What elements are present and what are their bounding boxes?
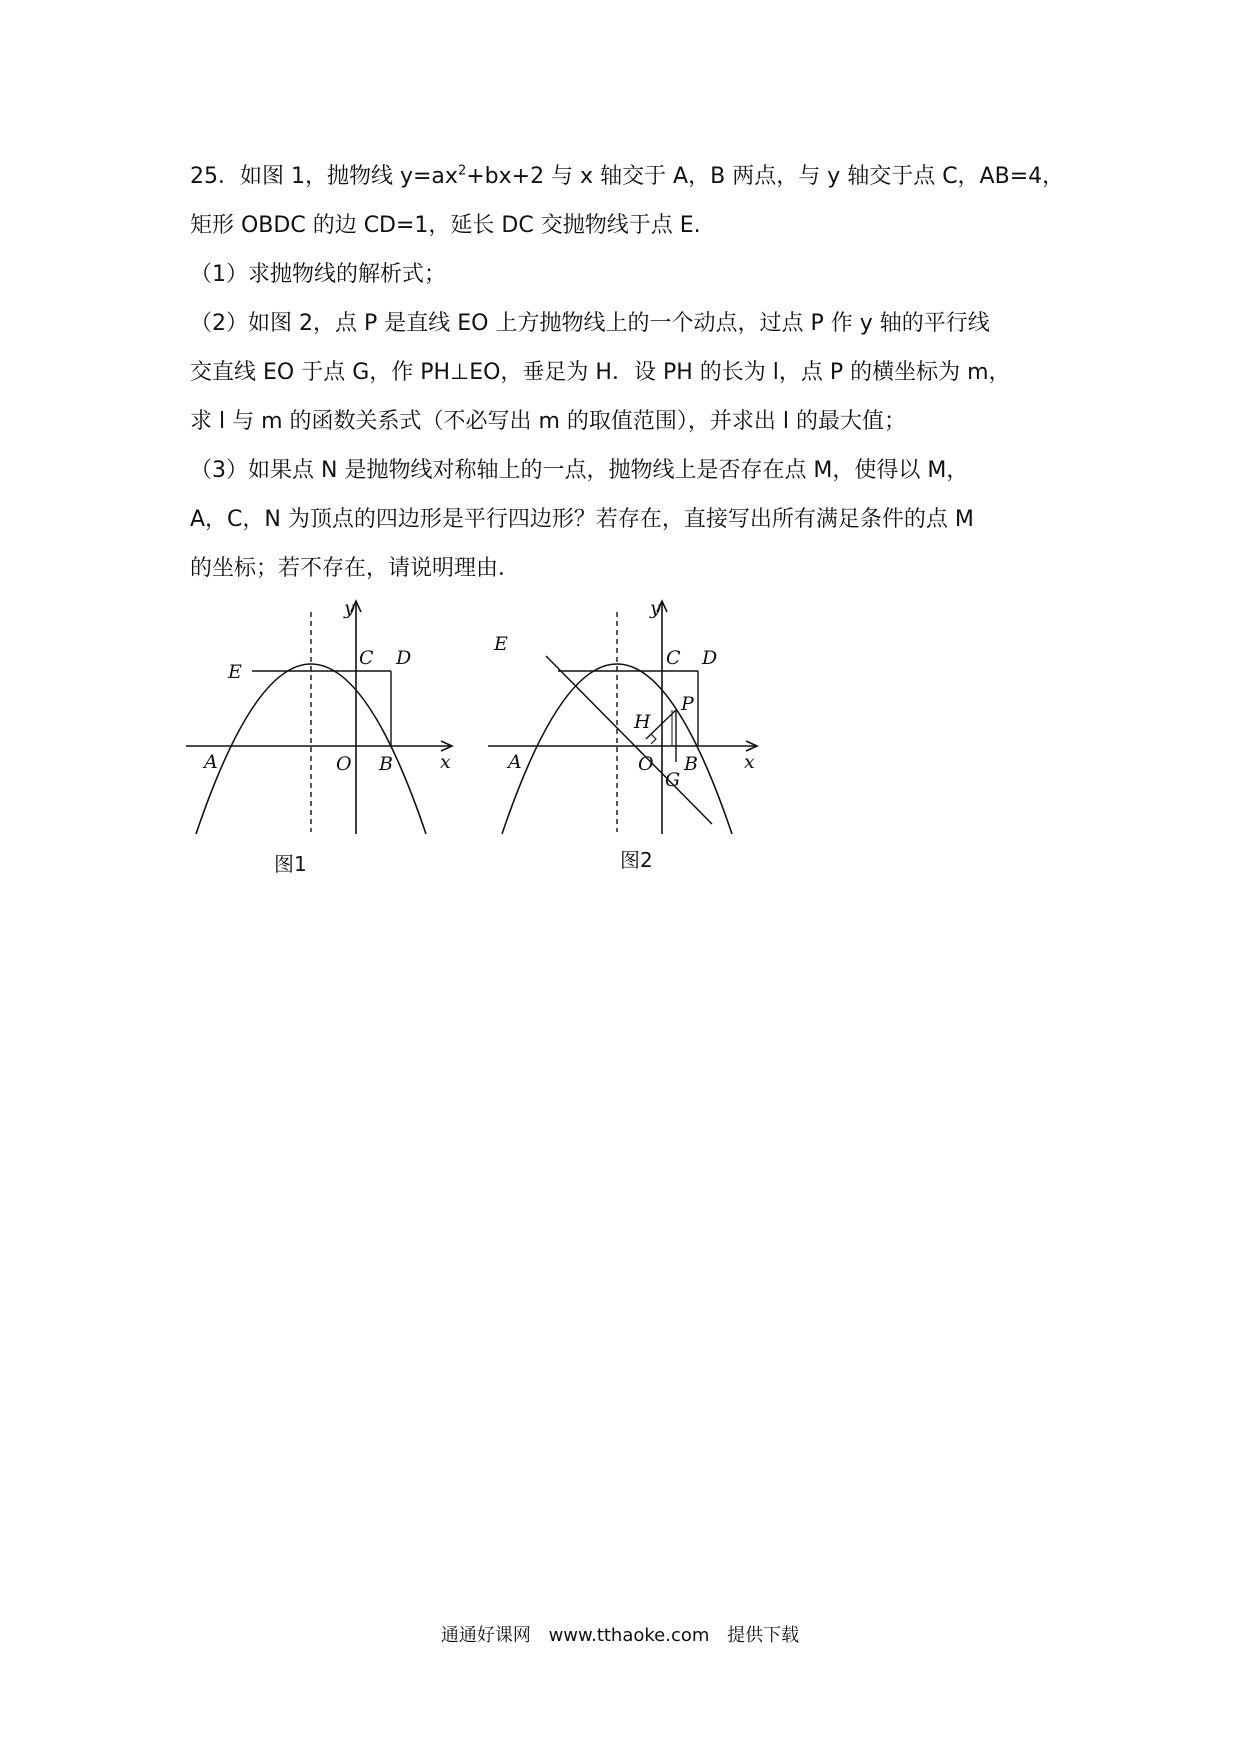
label-x: x	[440, 751, 451, 773]
problem-text	[190, 152, 1070, 593]
exponent: 2	[457, 163, 467, 179]
line-eo	[546, 656, 712, 824]
label-c: C	[666, 647, 681, 669]
footer-site-name: 通通好课网	[440, 1625, 531, 1646]
label-o: O	[336, 753, 352, 775]
label-a: A	[204, 751, 218, 773]
page-footer	[0, 1621, 1240, 1647]
footer-note: 提供下载	[727, 1625, 800, 1646]
label-o: O	[638, 753, 654, 775]
label-h: H	[634, 711, 651, 733]
figure-1-caption: 图1	[274, 852, 307, 876]
label-b: B	[684, 753, 698, 775]
right-angle-mark	[651, 734, 656, 744]
label-e: E	[228, 661, 242, 683]
problem-part-3-line-2: A，C，N 为顶点的四边形是平行四边形？若存在，直接写出所有满足条件的点 M	[190, 507, 974, 532]
label-a: A	[508, 751, 522, 773]
problem-part-1: （1）求抛物线的解析式；	[190, 262, 446, 287]
figure-1-diagram	[186, 598, 466, 878]
problem-part-2-line-3: 求 l 与 m 的函数关系式（不必写出 m 的取值范围），并求出 l 的最大值；	[190, 409, 907, 434]
problem-part-3-line-1: （3）如果点 N 是抛物线对称轴上的一点，抛物线上是否存在点 M，使得以 M，	[190, 458, 969, 483]
problem-line-2: 矩形 OBDC 的边 CD=1，延长 DC 交抛物线于点 E.	[190, 213, 701, 238]
problem-part-3-line-3: 的坐标；若不存在，请说明理由．	[190, 556, 521, 581]
figure-2	[488, 598, 770, 878]
problem-part-2-line-2: 交直线 EO 于点 G，作 PH⊥EO，垂足为 H．设 PH 的长为 l，点 P 的横坐标为 m，	[190, 360, 1011, 385]
label-y: y	[344, 598, 355, 619]
label-d: D	[396, 647, 412, 669]
figure-2-diagram	[488, 598, 770, 878]
problem-part-2-line-1: （2）如图 2，点 P 是直线 EO 上方抛物线上的一个动点，过点 P 作 y 轴的平行线	[190, 311, 990, 336]
figure-2-caption: 图2	[620, 848, 653, 872]
label-c: C	[359, 647, 374, 669]
label-y: y	[650, 598, 661, 619]
label-b: B	[379, 753, 393, 775]
label-x: x	[744, 751, 755, 773]
figure-1	[186, 598, 466, 878]
label-p: P	[681, 693, 694, 715]
problem-line-1: 25．如图 1，抛物线 $y=ax^2+bx+2$ 与 x 轴交于 A，B 两点，与 y 轴交于点 C，AB=4，	[190, 163, 1065, 189]
label-e: E	[494, 633, 508, 655]
label-g: G	[665, 769, 681, 791]
label-d: D	[702, 647, 718, 669]
footer-url[interactable]: www.tthaoke.com	[548, 1625, 710, 1646]
